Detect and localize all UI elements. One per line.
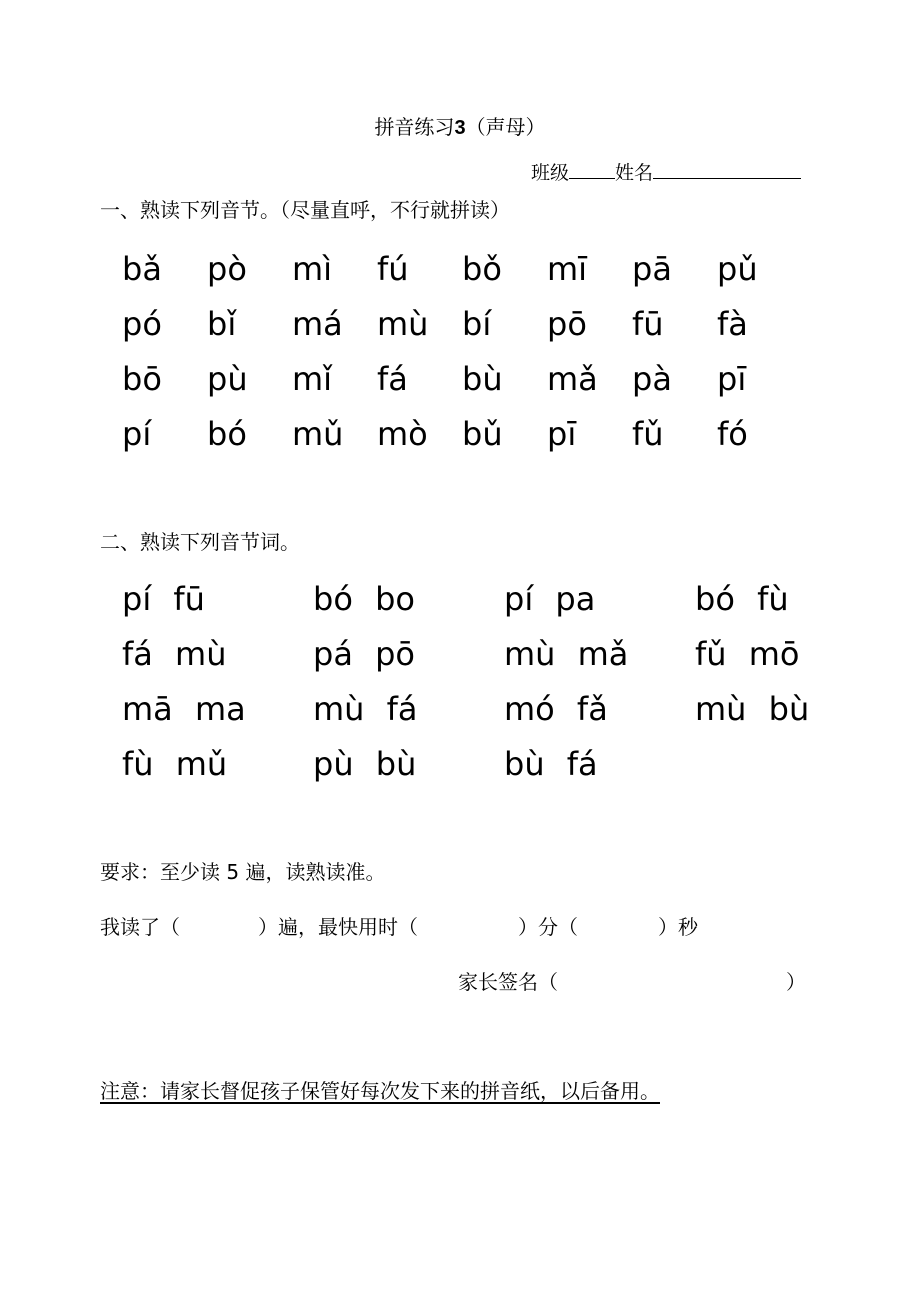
- syllable-word: fù mǔ: [122, 745, 228, 783]
- syllable: fà: [717, 305, 748, 343]
- record-part3: ）分（: [518, 915, 578, 939]
- word-row: [0, 739, 920, 789]
- syllable: pī: [717, 360, 747, 398]
- syllable-row: [0, 354, 920, 404]
- page-title: [0, 112, 920, 143]
- syllable: bǒ: [462, 250, 502, 288]
- syllable-word: bó fù: [695, 580, 789, 618]
- title-number: 3: [454, 117, 466, 139]
- syllable-word: pí pa: [504, 580, 596, 618]
- syllable-word: fá mù: [122, 635, 227, 673]
- seconds-blank[interactable]: [600, 912, 660, 942]
- signature-close: ）: [786, 970, 806, 994]
- syllable-word: mù bù: [695, 690, 810, 728]
- word-row: [0, 629, 920, 679]
- notice-text: 注意：请家长督促孩子保管好每次发下来的拼音纸，以后备用。: [100, 1079, 660, 1103]
- syllable: pà: [632, 360, 672, 398]
- name-label: 姓名: [615, 162, 654, 184]
- student-info: [531, 156, 801, 187]
- syllable: pā: [632, 250, 672, 288]
- minutes-blank[interactable]: [460, 912, 520, 942]
- record-part2: ）遍，最快用时（: [258, 915, 418, 939]
- syllable-word: bó bo: [313, 580, 415, 618]
- syllable-word: mā ma: [122, 690, 246, 728]
- syllable-row: [0, 299, 920, 349]
- syllable-word: bù fá: [504, 745, 598, 783]
- syllable: bǎ: [122, 250, 162, 288]
- title-suffix: （声母）: [465, 115, 546, 139]
- syllable-word: pá pō: [313, 635, 415, 673]
- syllable: pò: [207, 250, 247, 288]
- record-part1: 我读了（: [100, 915, 180, 939]
- syllable: bǐ: [207, 305, 237, 343]
- syllable: mī: [547, 250, 588, 288]
- syllable: pó: [122, 305, 162, 343]
- syllable-row: [0, 409, 920, 459]
- syllable: fá: [377, 360, 408, 398]
- syllable-word: mù fá: [313, 690, 418, 728]
- syllable-row: [0, 244, 920, 294]
- requirement-text: 要求：至少读 5 遍，读熟读准。: [100, 860, 386, 884]
- syllable: bó: [207, 415, 247, 453]
- syllable: fǔ: [632, 415, 664, 453]
- syllable: pí: [122, 415, 152, 453]
- syllable: bǔ: [462, 415, 503, 453]
- syllable: fū: [632, 305, 664, 343]
- section2-heading: 二、熟读下列音节词。: [100, 530, 300, 554]
- record-part4: ）秒: [658, 915, 698, 939]
- syllable: mǔ: [292, 415, 344, 453]
- title-prefix: 拼音练习: [374, 115, 455, 139]
- reading-record: [100, 912, 820, 942]
- syllable: pù: [207, 360, 248, 398]
- syllable-word: fǔ mō: [695, 635, 800, 673]
- syllable-word: pí fū: [122, 580, 205, 618]
- syllable: mǐ: [292, 360, 333, 398]
- syllable: má: [292, 305, 343, 343]
- syllable: fó: [717, 415, 748, 453]
- syllable-word: mó fǎ: [504, 690, 608, 728]
- syllable: mǎ: [547, 360, 598, 398]
- syllable: pō: [547, 305, 587, 343]
- syllable: fú: [377, 250, 409, 288]
- signature-label: 家长签名（: [458, 970, 558, 994]
- syllable: bō: [122, 360, 162, 398]
- signature-blank[interactable]: [578, 967, 778, 997]
- syllable-word: mù mǎ: [504, 635, 629, 673]
- syllable: bí: [462, 305, 492, 343]
- syllable: pǔ: [717, 250, 758, 288]
- word-row: [0, 574, 920, 624]
- syllable-word: pù bù: [313, 745, 417, 783]
- syllable: bù: [462, 360, 503, 398]
- name-blank[interactable]: [653, 156, 801, 179]
- class-label: 班级: [531, 162, 570, 184]
- section1-heading: 一、熟读下列音节。（尽量直呼，不行就拼读）: [100, 198, 510, 222]
- syllable: mò: [377, 415, 428, 453]
- syllable: mù: [377, 305, 429, 343]
- syllable: mì: [292, 250, 333, 288]
- class-blank[interactable]: [569, 156, 615, 179]
- parent-signature: [458, 967, 818, 997]
- syllable: pī: [547, 415, 577, 453]
- word-row: [0, 684, 920, 734]
